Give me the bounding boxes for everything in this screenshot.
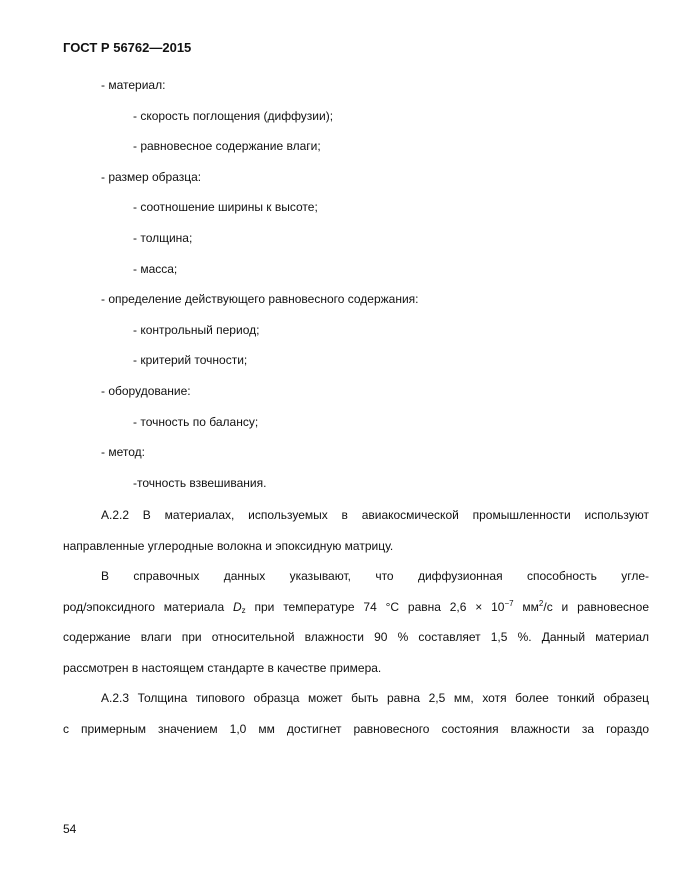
list-item: - метод: xyxy=(101,445,145,459)
list-item: - контрольный период; xyxy=(133,323,260,337)
list-item: - размер образца: xyxy=(101,170,202,184)
list-item: - критерий точности; xyxy=(133,353,248,367)
list-item: -точность взвешивания. xyxy=(133,476,267,490)
paragraph-a23-line2: с примерным значением 1,0 мм достигнет равновесного состояния влажности за гораздо xyxy=(63,722,649,736)
paragraph-ref-line4: рассмотрен в настоящем стандарте в качестве примера. xyxy=(63,661,382,675)
list-item: - точность по балансу; xyxy=(133,415,259,429)
list-item: - толщина; xyxy=(133,231,193,245)
list-item: - соотношение ширины к высоте; xyxy=(133,200,318,214)
page-number: 54 xyxy=(63,822,77,836)
list-item: - равновесное содержание влаги; xyxy=(133,139,321,153)
paragraph-ref-line3: содержание влаги при относительной влажности 90 % составляет 1,5 %. Данный материал xyxy=(63,630,649,644)
paragraph-a22-line1: А.2.2 В материалах, используемых в авиакосмической промышленности используют xyxy=(101,508,649,522)
list-item: - определение действующего равновесного содержания: xyxy=(101,292,419,306)
document-header: ГОСТ Р 56762—2015 xyxy=(63,40,192,55)
list-item: - материал: xyxy=(101,78,166,92)
list-item: - скорость поглощения (диффузии); xyxy=(133,109,334,123)
paragraph-a23-line1: А.2.3 Толщина типового образца может быть равна 2,5 мм, хотя более тонкий образец xyxy=(101,691,649,705)
list-item: - оборудование: xyxy=(101,384,191,398)
list-item: - масса; xyxy=(133,262,178,276)
paragraph-ref-line2: род/эпоксидного материала $D_z$ при температуре 74 °C равна $2,6 \times 10^{-7}$ $мм^2/с$ и равновесное xyxy=(63,599,649,615)
paragraph-ref-line1: В справочных данных указывают, что диффузионная способность угле- xyxy=(101,569,649,583)
paragraph-a22-line2: направленные углеродные волокна и эпоксидную матрицу. xyxy=(63,539,394,553)
